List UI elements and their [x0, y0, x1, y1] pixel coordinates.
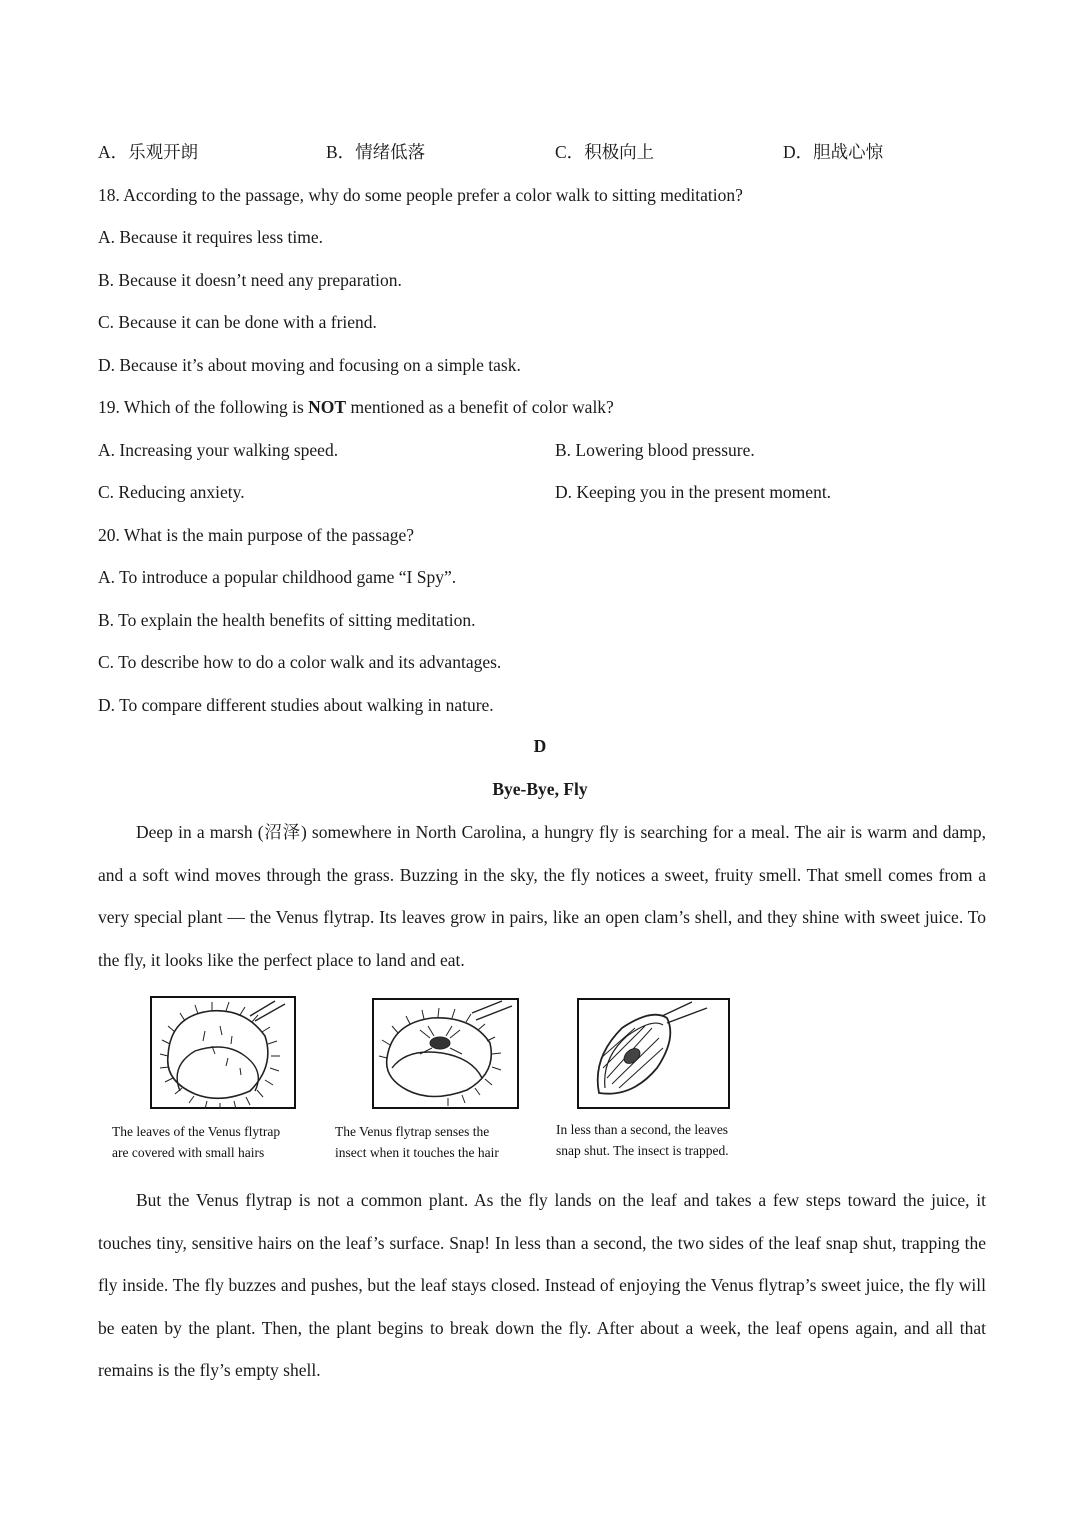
- paragraph-2: But the Venus flytrap is not a common plant. As the fly lands on the leaf and takes a few steps toward the juice, it touches tiny, sensitive hairs on the leaf’s surface. Snap! In less than a second, the two sides of the leaf snap shut, trapping the fly inside. The fly buzzes and pushes, but the leaf stays closed. Instead of enjoying the Venus flytrap’s sweet juice, the fly will be eaten by the plant. Then, the plant begins to break down the fly. After about a week, the leaf opens again, and all that remains is the fly’s empty shell.: [98, 1190, 986, 1380]
- q18-option-b: B. Because it doesn’t need any preparation.: [98, 270, 402, 290]
- caption-line: The Venus flytrap senses the: [335, 1124, 490, 1139]
- q18-option-d: D. Because it’s about moving and focusing on a simple task.: [98, 355, 521, 375]
- q20-option-d: D. To compare different studies about walking in nature.: [98, 695, 494, 715]
- q18-question: 18. According to the passage, why do some people prefer a color walk to sitting meditation?: [98, 185, 743, 205]
- q19-option-c: C. Reducing anxiety.: [98, 482, 245, 502]
- option-text: 胆战心惊: [813, 142, 884, 162]
- figure-caption-1: [112, 1121, 280, 1163]
- q19-question: [98, 396, 614, 418]
- option-text: 乐观开朗: [128, 142, 199, 162]
- caption-line: insect when it touches the hair: [335, 1145, 499, 1160]
- q17-option-a: [98, 141, 198, 163]
- caption-line: In less than a second, the leaves: [556, 1122, 729, 1137]
- flytrap-open-leaf-illustration: [150, 996, 296, 1109]
- option-letter: C．: [555, 142, 585, 162]
- q19-bold-not: NOT: [308, 397, 347, 417]
- option-text: 情绪低落: [355, 142, 426, 162]
- q20-option-b: B. To explain the health benefits of sitting meditation.: [98, 610, 476, 630]
- q20-question: 20. What is the main purpose of the passage?: [98, 525, 415, 545]
- q20-option-c: C. To describe how to do a color walk and its advantages.: [98, 652, 502, 672]
- figure-caption-3: [556, 1119, 729, 1161]
- q20-option-a: A. To introduce a popular childhood game “I Spy”.: [98, 567, 457, 587]
- figure-caption-2: [335, 1121, 499, 1163]
- q17-option-b: [326, 141, 425, 163]
- flytrap-leaves-closed-illustration: [577, 998, 730, 1109]
- q19-text-after: mentioned as a benefit of color walk?: [346, 397, 614, 417]
- option-letter: D．: [783, 142, 814, 162]
- option-text: 积极向上: [584, 142, 655, 162]
- passage-title: Bye-Bye, Fly: [492, 779, 588, 799]
- caption-line: snap shut. The insect is trapped.: [556, 1143, 729, 1158]
- q17-option-c: [555, 141, 654, 163]
- q19-text-before: 19. Which of the following is: [98, 397, 309, 417]
- q19-option-b: B. Lowering blood pressure.: [555, 440, 755, 460]
- caption-line: are covered with small hairs: [112, 1145, 265, 1160]
- flytrap-insect-touching-illustration: [372, 998, 519, 1109]
- option-letter: A．: [98, 142, 129, 162]
- option-letter: B．: [326, 142, 356, 162]
- q17-option-d: [783, 141, 883, 163]
- q19-option-a: A. Increasing your walking speed.: [98, 440, 339, 460]
- q18-option-c: C. Because it can be done with a friend.: [98, 312, 377, 332]
- section-letter: D: [533, 736, 547, 756]
- paragraph-1: Deep in a marsh (沼泽) somewhere in North Carolina, a hungry fly is searching for a meal. The air is warm and damp, and a soft wind moves through the grass. Buzzing in the sky, the fly notices a sweet, fruity smell. That smell comes from a very special plant — the Venus flytrap. Its leaves grow in pairs, like an open clam’s shell, and they shine with sweet juice. To the fly, it looks like the perfect place to land and eat.: [98, 822, 986, 970]
- q18-option-a: A. Because it requires less time.: [98, 227, 324, 247]
- q19-option-d: D. Keeping you in the present moment.: [555, 482, 832, 502]
- caption-line: The leaves of the Venus flytrap: [112, 1124, 281, 1139]
